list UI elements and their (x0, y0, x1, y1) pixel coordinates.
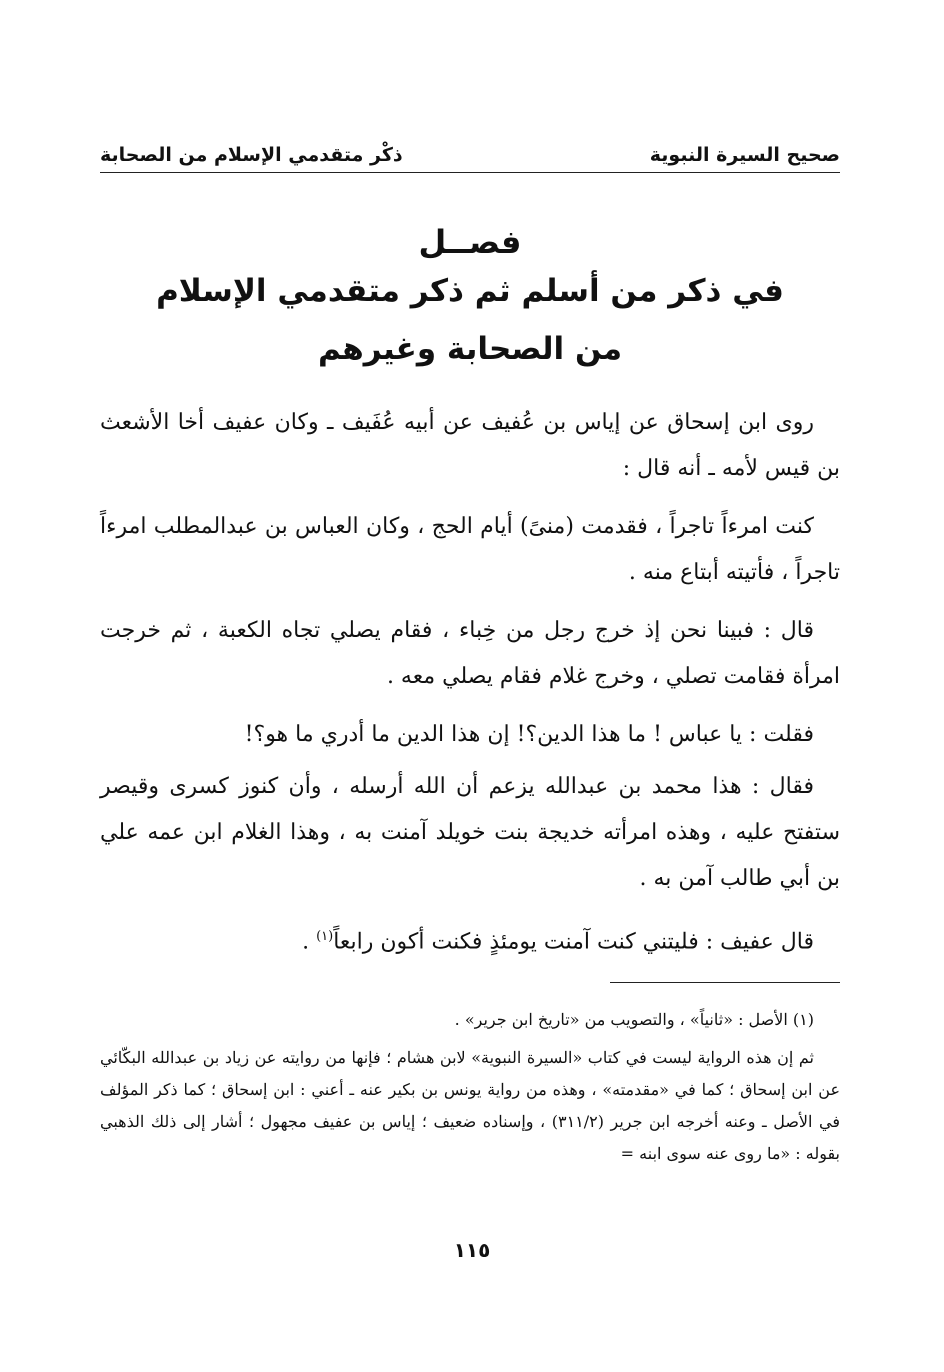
paragraph: روى ابن إسحاق عن إياس بن عُفيف عن أبيه عُفَيف ـ وكان عفيف أخا الأشعث بن قيس لأمه ـ أنه قال : (100, 410, 840, 481)
chapter-title-line-1: في ذكر من أسلم ثم ذكر متقدمي الإسلام (156, 273, 784, 309)
footnote: ثم إن هذه الرواية ليست في كتاب «السيرة النبوية» لابن هشام ؛ فإنها من روايته عن زياد بن عبدالله البكّائي عن ابن إسحاق ؛ كما في «مقدمته» ، وهذه من رواية يونس بن بكير عنه ـ أعني : ابن إسحاق ؛ كما ذكر المؤلف في الأصل ـ وعنه أخرجه ابن جرير (٣١١/٢) ، وإسناده ضعيف ؛ إياس بن عفيف مجهول ؛ أشار إلى ذلك الذهبي بقوله : «ما روى عنه سوى ابنه = (100, 1048, 840, 1163)
footnote: (١) الأصل : «ثانياً» ، والتصويب من «تاريخ ابن جرير» . (454, 1010, 814, 1029)
footnotes (100, 1004, 840, 1176)
chapter-heading (100, 222, 840, 378)
paragraph: فقلت : يا عباس ! ما هذا الدين؟! إن هذا الدين ما أدري ما هو؟! (244, 722, 814, 747)
running-header (100, 138, 840, 173)
paragraph: فقال : هذا محمد بن عبدالله يزعم أن الله أرسله ، وأن كنوز كسرى وقيصر ستفتح عليه ، وهذه امرأته خديجة بنت خويلد آمنت به ، وهذا الغلام ابن عمه علي بن أبي طالب آمن به . (100, 774, 840, 891)
paragraph: قال : فبينا نحن إذ خرج رجل من خِباء ، فقام يصلي تجاه الكعبة ، ثم خرجت امرأة فقامت تصلي ، وخرج غلام فقام يصلي معه . (100, 618, 840, 689)
footnote-marker: (١) (316, 929, 334, 944)
paragraph-end: . (302, 929, 317, 955)
chapter-title-line-2: من الصحابة وغيرهم (317, 331, 623, 367)
paragraph: كنت امرءاً تاجراً ، فقدمت (منىً) أيام الحج ، وكان العباس بن عبدالمطلب امرءاً تاجراً ، فأتيته أبتاع منه . (100, 514, 840, 585)
book-title: صحيح السيرة النبوية (649, 144, 840, 166)
fasl-heading: فصــل (418, 223, 522, 261)
page-number: ١١٥ (453, 1238, 491, 1262)
footnote-divider (610, 982, 840, 983)
section-title: ذكْر متقدمي الإسلام من الصحابة (100, 144, 403, 166)
paragraph-text: قال عفيف : فليتني كنت آمنت يومئذٍ فكنت أكون رابعاً (333, 929, 814, 955)
body-text (100, 400, 840, 977)
paragraph-last (100, 914, 840, 965)
